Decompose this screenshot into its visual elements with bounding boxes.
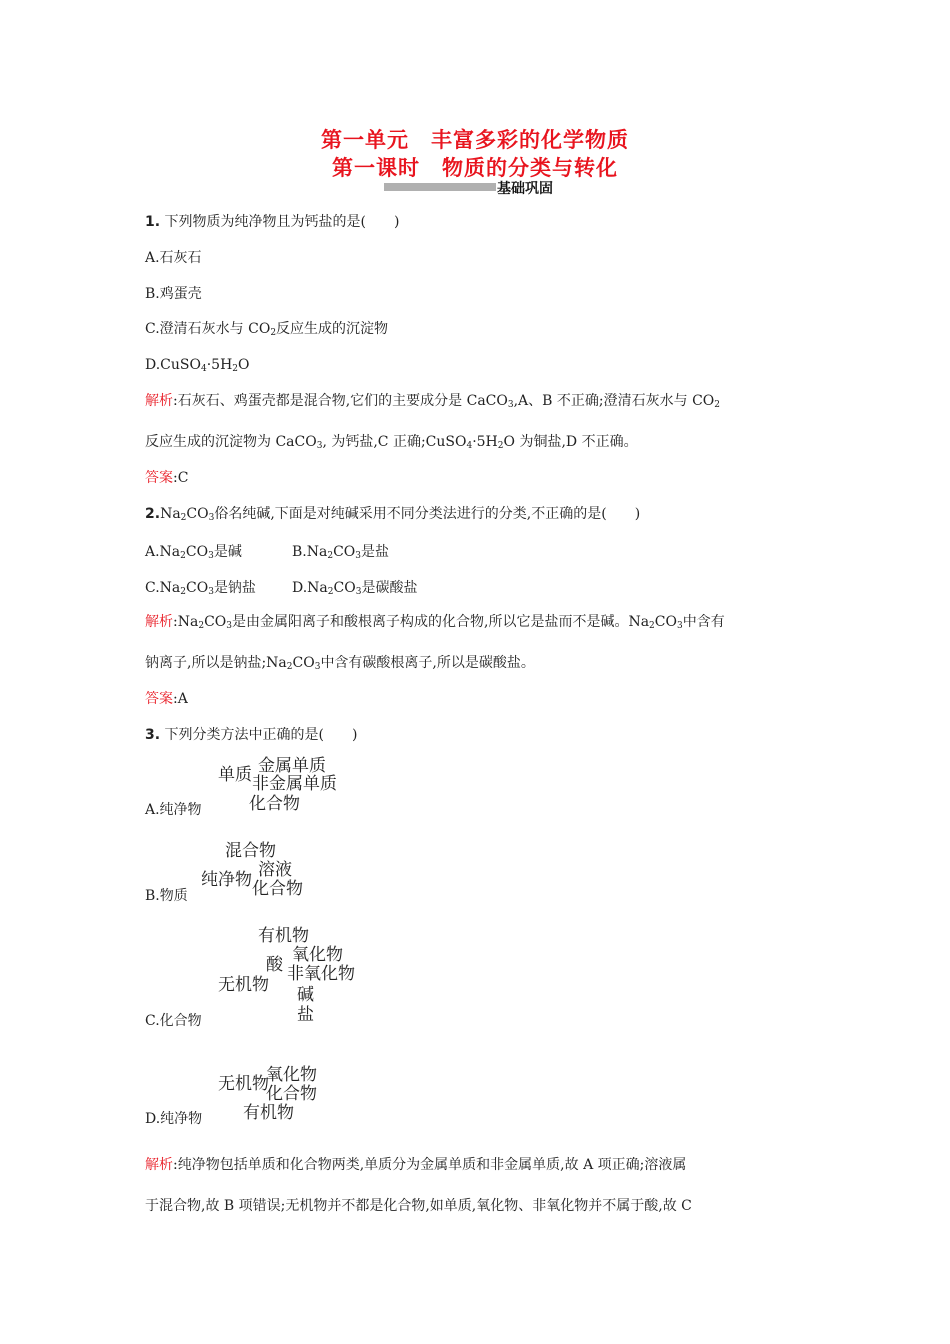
q1-c-text: C.澄清石灰水与 CO [145,321,271,337]
q2-d-t2: CO [333,580,356,596]
q1-analysis-sub3: 3 [316,441,323,451]
q2-analysis-t8: 中含有碳酸根离子,所以是碳酸盐。 [320,655,535,671]
q2-answer [145,690,188,708]
q2-analysis-t7: CO [292,655,315,671]
q2-c-sub1: 2 [180,587,186,597]
q3-d-scheme-label-2: 无机物 [218,1074,269,1094]
q2-option-d [292,577,417,597]
q2-analysis-t1: :Na [173,614,199,630]
q1-analysis-sub1: 3 [507,400,514,410]
q2-c-sub2: 3 [208,587,214,597]
q2-c-t2: CO [186,580,209,596]
q2-analysis-t2: CO [204,614,227,630]
q1-answer-label: 答案 [145,470,173,486]
q3-number: 3. [145,727,161,743]
q2-analysis-line2 [145,654,535,672]
q3-d-scheme-label-1: 氧化物 [266,1065,317,1085]
q3-b-scheme-label-3: 纯净物 [201,870,252,890]
q3-a-scheme-label-2: 金属单质 [258,756,326,776]
q1-number: 1. [145,214,161,230]
q3-a-scheme-label-3: 非金属单质 [252,774,337,794]
q2-a-sub1: 2 [180,551,186,561]
q1-answer-value: :C [173,470,189,486]
q1-c-text2: 反应生成的沉淀物 [276,321,389,337]
q3-analysis-line1 [145,1156,686,1174]
q2-analysis-t6: 钠离子,所以是钠盐;Na [145,655,287,671]
q3-analysis-t1: :纯净物包括单质和化合物两类,单质分为金属单质和非金属单质,故 A 项正确;溶液属 [173,1157,687,1173]
q1-d-sub: 4 [200,364,207,374]
q2-a-t2: CO [185,544,209,560]
q3-option-b: B.物质 [145,888,188,904]
q1-answer [145,469,188,487]
q1-d-text: D.CuSO [145,357,201,373]
q2-b-sub2: 3 [355,551,362,561]
q1-analysis-t2: ,A、B 不正确;澄清石灰水与 CO [513,393,715,409]
q3-c-scheme-label-3: 酸 [266,955,283,975]
q1-analysis-t4: , 为钙盐,C 正确;CuSO [322,434,467,450]
q2-option-b [292,541,389,561]
q1-analysis-label: 解析 [145,393,173,409]
q3-b-scheme-label-1: 混合物 [225,841,276,861]
q2-stem-t3: 俗名纯碱,下面是对纯碱采用不同分类法进行的分类,不正确的是( ) [214,506,641,522]
q3-c-scheme-label-1: 有机物 [258,926,309,946]
section-label: 基础巩固 [497,181,553,197]
q3-text: 下列分类方法中正确的是( ) [164,727,358,743]
q2-c-t1: C.Na [145,580,181,596]
q1-analysis-line2 [145,433,638,451]
q3-b-scheme-label-2: 溶液 [258,860,292,880]
unit-title: 第一单元 丰富多彩的化学物质 [321,128,629,152]
q3-option-a: A.纯净物 [145,802,202,818]
q2-analysis-sub4: 3 [676,621,683,631]
q2-b-t1: B.Na [292,544,328,560]
q1-option-c [145,320,388,338]
q1-analysis-sub5: 2 [497,441,504,451]
q1-analysis-sub2: 2 [714,400,720,410]
q2-number: 2. [145,506,161,522]
q3-stem [145,726,357,744]
q3-c-scheme-label-4: 非氧化物 [287,964,355,984]
q2-b-sub1: 2 [327,551,334,561]
q2-a-t3: 是碱 [213,544,242,560]
q2-a-t1: A.Na [145,544,181,560]
q2-analysis-label: 解析 [145,614,173,630]
q2-stem-sub1: 2 [180,513,187,523]
q2-analysis-t3: 是由金属阳离子和酸根离子构成的化合物,所以它是盐而不是碱。Na [232,614,650,630]
q1-analysis-line1 [145,392,720,410]
q1-analysis-sub4: 4 [466,441,473,451]
q1-analysis-t1: :石灰石、鸡蛋壳都是混合物,它们的主要成分是 CaCO [173,393,508,409]
q3-option-c: C.化合物 [145,1013,202,1029]
q2-analysis-line1 [145,613,725,631]
q3-a-scheme-label-1: 单质 [218,765,252,785]
q2-d-sub1: 2 [327,587,334,597]
q1-option-b: B.鸡蛋壳 [145,286,202,302]
q1-text: 下列物质为纯净物且为钙盐的是( ) [164,214,400,230]
q3-analysis-line2: 于混合物,故 B 项错误;无机物并不都是化合物,如单质,氧化物、非氧化物并不属于酸,故 C [145,1198,692,1214]
q1-option-a: A.石灰石 [145,250,202,266]
q2-analysis-t4: CO [654,614,677,630]
q1-d-text3: O [238,357,250,373]
q3-d-scheme-label-3: 化合物 [266,1084,317,1104]
q2-b-t2: CO [333,544,356,560]
q2-stem-t1: Na [160,506,181,522]
q3-b-scheme-label-4: 化合物 [252,879,303,899]
q1-d-sub2: 2 [232,364,239,374]
q1-option-d [145,356,250,374]
q3-option-d: D.纯净物 [145,1111,203,1127]
q3-c-scheme-label-2: 氧化物 [292,945,343,965]
q2-option-c [145,577,256,597]
q2-analysis-sub5: 2 [286,662,293,672]
q1-analysis-t6: O 为铜盐,D 不正确。 [503,434,638,450]
q3-c-scheme-label-7: 盐 [297,1005,314,1025]
q3-d-scheme-label-4: 有机物 [243,1103,294,1123]
q1-c-sub: 2 [270,328,277,338]
q3-analysis-label: 解析 [145,1157,173,1173]
q2-analysis-sub6: 3 [314,662,321,672]
q2-analysis-sub1: 2 [198,621,205,631]
section-bar [384,183,496,191]
q2-analysis-sub2: 3 [226,621,232,631]
q2-c-t3: 是钠盐 [213,580,256,596]
q1-analysis-t5: ·5H [472,434,498,450]
q1-stem [145,213,399,231]
q3-c-scheme-label-6: 碱 [297,985,314,1005]
q2-analysis-sub3: 2 [649,621,655,631]
q3-a-scheme-label-4: 化合物 [249,794,300,814]
q2-a-sub2: 3 [208,551,214,561]
q3-c-scheme-label-5: 无机物 [218,975,269,995]
q2-d-sub2: 3 [355,587,362,597]
q2-stem-t2: CO [186,506,209,522]
q2-d-t1: D.Na [292,580,328,596]
q2-stem-sub2: 3 [208,513,215,523]
q2-option-a [145,541,242,561]
q1-d-text2: ·5H [206,357,233,373]
q2-analysis-t5: 中含有 [682,614,725,630]
q1-analysis-t3: 反应生成的沉淀物为 CaCO [145,434,317,450]
q2-d-t3: 是碳酸盐 [361,580,418,596]
q2-stem [145,505,640,523]
q2-b-t3: 是盐 [361,544,390,560]
q2-answer-value: :A [173,691,188,707]
lesson-title: 第一课时 物质的分类与转化 [332,156,618,180]
q2-answer-label: 答案 [145,691,173,707]
